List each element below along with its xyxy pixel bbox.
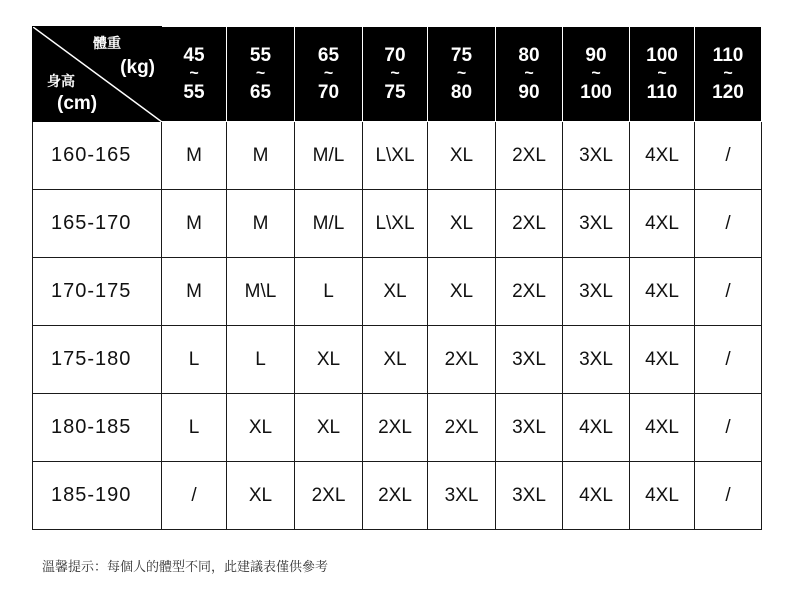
weight-sep: ~ <box>723 65 733 82</box>
corner-header-cell <box>33 27 162 122</box>
weight-range-header <box>363 27 428 122</box>
weight-range-header <box>563 27 630 122</box>
table-row <box>33 258 762 326</box>
size-cell: / <box>695 258 762 326</box>
size-cell: 3XL <box>563 326 630 394</box>
weight-sep: ~ <box>189 65 199 82</box>
size-cell: XL <box>295 326 363 394</box>
weight-from: 110 <box>712 45 744 66</box>
size-cell: XL <box>363 258 428 326</box>
table-row <box>33 190 762 258</box>
size-cell: L\XL <box>363 122 428 190</box>
size-cell: L <box>162 394 227 462</box>
size-cell: / <box>695 190 762 258</box>
size-cell: M/L <box>295 122 363 190</box>
size-cell: 3XL <box>496 326 563 394</box>
size-cell: 2XL <box>363 462 428 530</box>
weight-sep: ~ <box>591 65 601 82</box>
weight-sep: ~ <box>255 65 266 82</box>
size-cell: 4XL <box>630 394 695 462</box>
weight-to: 75 <box>384 82 406 103</box>
weight-range-header <box>496 27 563 122</box>
size-cell: 3XL <box>563 122 630 190</box>
weight-range-header <box>695 27 762 122</box>
size-cell: 4XL <box>630 326 695 394</box>
size-cell: 2XL <box>428 326 496 394</box>
weight-unit: (kg) <box>120 57 155 78</box>
size-cell: / <box>695 462 762 530</box>
table-row <box>33 394 762 462</box>
size-cell: 2XL <box>363 394 428 462</box>
size-cell: L\XL <box>363 190 428 258</box>
weight-to: 90 <box>518 82 540 103</box>
weight-to: 120 <box>712 82 744 103</box>
size-cell: XL <box>428 190 496 258</box>
size-cell: L <box>227 326 295 394</box>
size-cell: 2XL <box>428 394 496 462</box>
height-range-cell: 165-170 <box>33 190 162 258</box>
weight-sep: ~ <box>456 65 467 82</box>
weight-to: 100 <box>580 82 612 103</box>
weight-range-header <box>630 27 695 122</box>
size-cell: M <box>162 190 227 258</box>
height-range-cell: 180-185 <box>33 394 162 462</box>
footnote: 溫馨提示：每個人的體型不同，此建議表僅供參考 <box>42 560 329 575</box>
table-row <box>33 122 762 190</box>
size-cell: 2XL <box>496 190 563 258</box>
size-cell: / <box>695 326 762 394</box>
size-cell: 3XL <box>496 394 563 462</box>
size-cell: M <box>162 122 227 190</box>
size-cell: XL <box>363 326 428 394</box>
weight-range-header <box>428 27 496 122</box>
weight-header-row <box>33 27 762 122</box>
weight-from: 75 <box>450 45 473 66</box>
size-cell: M <box>227 122 295 190</box>
size-cell: XL <box>428 258 496 326</box>
weight-label: 體重 <box>93 36 121 52</box>
height-range-cell: 160-165 <box>33 122 162 190</box>
weight-range-header <box>295 27 363 122</box>
size-cell: M <box>227 190 295 258</box>
size-cell: XL <box>428 122 496 190</box>
size-cell: 4XL <box>630 190 695 258</box>
weight-range-header <box>162 27 227 122</box>
size-cell: M\L <box>227 258 295 326</box>
size-cell: 2XL <box>496 122 563 190</box>
weight-from: 90 <box>585 45 607 66</box>
size-cell: M <box>162 258 227 326</box>
weight-from: 100 <box>646 45 678 66</box>
weight-to: 70 <box>317 82 340 103</box>
weight-to: 65 <box>249 82 272 103</box>
size-cell: XL <box>227 394 295 462</box>
weight-sep: ~ <box>524 65 534 82</box>
size-cell: 4XL <box>563 394 630 462</box>
size-cell: XL <box>227 462 295 530</box>
size-cell: 2XL <box>295 462 363 530</box>
size-cell: 4XL <box>563 462 630 530</box>
weight-to: 110 <box>646 82 678 103</box>
weight-from: 80 <box>518 45 540 66</box>
weight-sep: ~ <box>390 65 400 82</box>
size-chart-table <box>32 26 762 530</box>
size-cell: 4XL <box>630 258 695 326</box>
table-row <box>33 326 762 394</box>
height-range-cell: 175-180 <box>33 326 162 394</box>
size-cell: L <box>162 326 227 394</box>
size-cell: 3XL <box>428 462 496 530</box>
weight-from: 70 <box>384 45 406 66</box>
size-cell: / <box>695 394 762 462</box>
table-row <box>33 462 762 530</box>
height-label: 身高 <box>47 74 75 90</box>
weight-to: 55 <box>183 82 205 103</box>
height-unit: (cm) <box>57 93 98 114</box>
size-cell: 3XL <box>496 462 563 530</box>
weight-from: 55 <box>249 45 272 66</box>
size-cell: 3XL <box>563 190 630 258</box>
size-cell: / <box>162 462 227 530</box>
weight-from: 45 <box>183 45 205 66</box>
height-range-cell: 170-175 <box>33 258 162 326</box>
size-cell: M/L <box>295 190 363 258</box>
size-cell: XL <box>295 394 363 462</box>
size-cell: 2XL <box>496 258 563 326</box>
size-cell: 4XL <box>630 122 695 190</box>
height-range-cell: 185-190 <box>33 462 162 530</box>
size-cell: / <box>695 122 762 190</box>
size-cell: 3XL <box>563 258 630 326</box>
weight-sep: ~ <box>323 65 334 82</box>
weight-from: 65 <box>317 45 340 66</box>
weight-to: 80 <box>450 82 473 103</box>
size-cell: L <box>295 258 363 326</box>
weight-range-header <box>227 27 295 122</box>
weight-sep: ~ <box>657 65 667 82</box>
size-cell: 4XL <box>630 462 695 530</box>
